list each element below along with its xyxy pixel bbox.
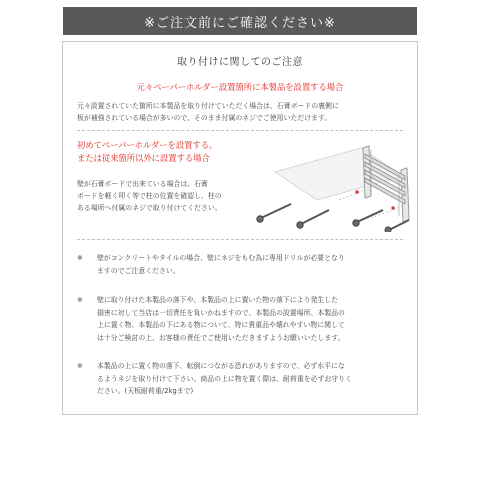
note-line: 壁がコンクリートやタイルの場合、壁にネジをもむ為に専用ドリルが必要となり [97, 254, 345, 262]
note-line: ださい。(天板耐荷重/2kgまで) [97, 387, 194, 395]
note-line: ますのでご注意ください。 [97, 266, 180, 275]
section2-title-line: 初めてペーパーホルダーを設置する、 [77, 140, 218, 150]
note-text [97, 294, 407, 344]
note-mark: ※ [77, 254, 83, 262]
wall-mount-screw-illustration [253, 140, 411, 232]
note-line: 本製品の上に置く物の落下、転倒につながる恐れがありますので、必ず水平にな [97, 362, 345, 370]
installation-notice-card [62, 41, 418, 415]
section2-title-line: または従来箇所以外に設置する場合 [77, 153, 210, 163]
note-item [77, 252, 407, 277]
note-line: るようネジを取り付けて下さい。商品の上に物を置く際は、耐荷重を必ずお守りく [97, 374, 352, 383]
section1-body [77, 100, 407, 124]
section2-body [77, 178, 263, 214]
divider-dashed [77, 130, 403, 131]
note-item [77, 294, 407, 344]
note-item [77, 360, 407, 398]
note-line: 損害に対して当店は一切責任を負いかねますので、本製品の設置場所、本製品の [97, 308, 345, 317]
note-mark: ※ [77, 362, 83, 370]
page-title: 取り付けに関してのご注意 [177, 57, 303, 68]
section1-line: 板が補強されている場合が多いので、そのまま付属のネジでご使用いただけます。 [77, 114, 332, 122]
note-mark: ※ [77, 296, 83, 304]
note-line: 上に置く物、本製品の下にある物について、特に貴重品や壊れやすい物に関して [97, 321, 345, 329]
section2-line: 壁が石膏ボードで出来ている場合は、石膏 [77, 180, 208, 188]
note-line: は十分ご検討の上、お客様の責任でご使用いただきますようお願いいたします。 [97, 333, 345, 342]
note-text [97, 252, 407, 277]
section1-line: 元々設置されていた箇所に本製品を取り付けていただく場合は、石膏ボードの裏側に [77, 102, 339, 110]
section2-line: ボードを軽く叩く等で柱の位置を確認し、柱の [77, 192, 222, 200]
section1-title: 元々ペーパーホルダー設置箇所に本製品を設置する場合 [136, 82, 344, 92]
divider-dashed [77, 239, 403, 240]
notice-banner: ※ご注文前にご確認ください※ [63, 7, 417, 35]
note-text [97, 360, 407, 398]
section2-title [77, 139, 217, 165]
note-line: 壁に取り付けた本製品の落下や、本製品の上に置いた物の落下により発生した [97, 296, 339, 304]
section2-line: ある場所へ付属のネジで取り付けてください。 [77, 204, 222, 212]
